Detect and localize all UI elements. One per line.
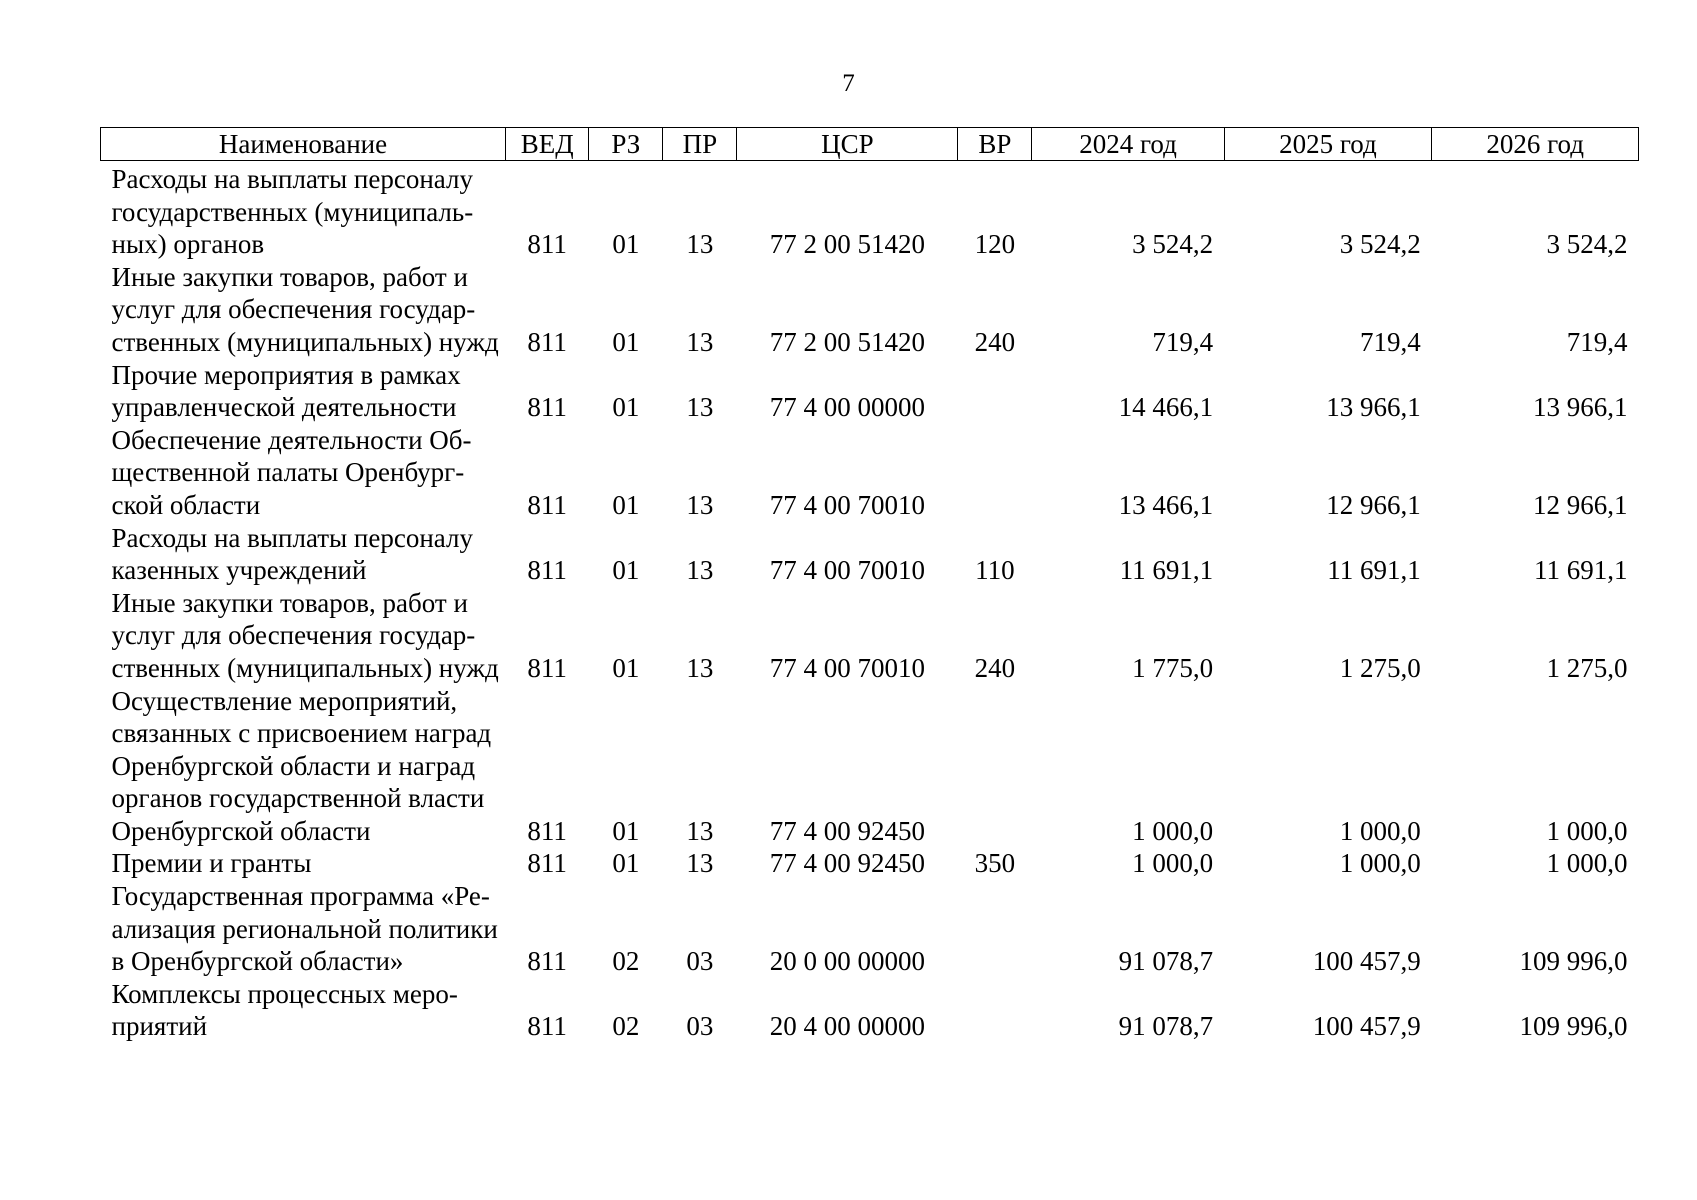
cell-vr [958, 359, 1032, 424]
cell-pr: 13 [686, 555, 714, 586]
cell-csr: 77 4 00 00000 [769, 392, 925, 423]
cell-2026: 11 691,1 [1534, 555, 1628, 586]
cell-csr: 77 4 00 70010 [769, 652, 925, 683]
header-pr: ПР [663, 128, 737, 161]
cell-csr: 77 4 00 92450 [769, 815, 925, 846]
cell-2026: 13 966,1 [1533, 392, 1628, 423]
cell-rz: 01 [612, 229, 640, 260]
cell-name: Государственная программа «Ре- ализация региональной политики в Оренбургской области» [111, 881, 498, 977]
cell-pr: 13 [686, 392, 714, 423]
table-row [101, 522, 1639, 587]
cell-csr: 77 2 00 51420 [769, 326, 925, 357]
header-2026: 2026 год [1432, 128, 1639, 161]
cell-2024: 13 466,1 [1118, 489, 1214, 520]
header-2025: 2025 год [1224, 128, 1432, 161]
cell-vr: 240 [974, 326, 1016, 357]
cell-rz: 02 [612, 1011, 640, 1042]
cell-2026: 109 996,0 [1519, 1011, 1628, 1042]
cell-csr: 77 4 00 70010 [769, 489, 925, 520]
cell-pr: 13 [686, 489, 714, 520]
cell-vr [958, 880, 1032, 978]
cell-2025: 719,4 [1360, 326, 1421, 357]
cell-name: Иные закупки товаров, работ и услуг для обеспечения государ- ственных (муниципальных) нужд [111, 587, 499, 683]
budget-table [100, 127, 1639, 1043]
cell-pr: 03 [686, 946, 714, 977]
cell-pr: 03 [686, 1011, 714, 1042]
cell-csr: 77 2 00 51420 [769, 229, 925, 260]
header-2024: 2024 год [1032, 128, 1224, 161]
cell-vr [958, 978, 1032, 1043]
cell-csr: 77 4 00 92450 [769, 848, 925, 879]
cell-name: Премии и гранты [111, 848, 312, 879]
cell-vr: 350 [974, 848, 1016, 879]
header-name: Наименование [101, 128, 506, 161]
cell-pr: 13 [686, 815, 714, 846]
cell-ved: 811 [527, 652, 567, 683]
cell-2025: 1 275,0 [1339, 652, 1421, 683]
cell-2026: 12 966,1 [1533, 489, 1628, 520]
cell-rz: 02 [612, 946, 640, 977]
cell-2024: 719,4 [1152, 326, 1214, 357]
cell-2026: 1 000,0 [1546, 848, 1628, 879]
cell-vr: 120 [974, 229, 1016, 260]
cell-2026: 3 524,2 [1546, 229, 1628, 260]
cell-rz: 01 [612, 555, 640, 586]
cell-name: Обеспечение деятельности Об- щественной палаты Оренбург- ской области [111, 424, 472, 520]
cell-2024: 1 775,0 [1132, 652, 1214, 683]
cell-ved: 811 [527, 1011, 567, 1042]
table-row [101, 587, 1639, 685]
cell-name: Комплексы процессных меро- приятий [111, 978, 458, 1042]
cell-2025: 100 457,9 [1312, 946, 1421, 977]
table-row [101, 847, 1639, 880]
cell-pr: 13 [686, 848, 714, 879]
cell-rz: 01 [612, 489, 640, 520]
table-row [101, 161, 1639, 261]
cell-ved: 811 [527, 326, 567, 357]
table-row [101, 880, 1639, 978]
cell-2025: 13 966,1 [1326, 392, 1421, 423]
cell-2024: 1 000,0 [1132, 848, 1214, 879]
cell-ved: 811 [527, 946, 567, 977]
cell-name: Осуществление мероприятий, связанных с присвоением наград Оренбургской области и наград органов государственной власти Оренбургской области [111, 685, 492, 846]
cell-rz: 01 [612, 392, 640, 423]
cell-rz: 01 [612, 815, 640, 846]
cell-vr: 110 [975, 555, 1015, 586]
cell-ved: 811 [527, 815, 567, 846]
cell-csr: 20 4 00 00000 [769, 1011, 925, 1042]
cell-ved: 811 [527, 229, 567, 260]
cell-ved: 811 [527, 392, 567, 423]
cell-2026: 1 275,0 [1546, 652, 1628, 683]
cell-2025: 1 000,0 [1339, 848, 1421, 879]
cell-name: Иные закупки товаров, работ и услуг для обеспечения государ- ственных (муниципальных) нужд [111, 261, 499, 357]
cell-2024: 11 691,1 [1119, 555, 1214, 586]
cell-2025: 1 000,0 [1339, 815, 1421, 846]
table-row [101, 359, 1639, 424]
cell-2025: 11 691,1 [1327, 555, 1421, 586]
header-rz: РЗ [589, 128, 663, 161]
cell-2024: 14 466,1 [1118, 392, 1214, 423]
cell-csr: 77 4 00 70010 [769, 555, 925, 586]
header-row [101, 128, 1639, 161]
cell-2025: 100 457,9 [1312, 1011, 1421, 1042]
cell-pr: 13 [686, 229, 714, 260]
cell-rz: 01 [612, 652, 640, 683]
cell-ved: 811 [527, 555, 567, 586]
cell-vr [958, 685, 1032, 848]
cell-pr: 13 [686, 326, 714, 357]
cell-csr: 20 0 00 00000 [769, 946, 925, 977]
cell-vr [958, 424, 1032, 522]
cell-2024: 1 000,0 [1132, 815, 1214, 846]
cell-vr: 240 [974, 652, 1016, 683]
cell-2024: 91 078,7 [1118, 946, 1214, 977]
cell-rz: 01 [612, 848, 640, 879]
header-vr: ВР [958, 128, 1032, 161]
table-header [101, 128, 1639, 161]
page-number: 7 [842, 70, 855, 97]
cell-ved: 811 [527, 848, 567, 879]
cell-2026: 109 996,0 [1519, 946, 1628, 977]
cell-2024: 3 524,2 [1132, 229, 1214, 260]
cell-name: Расходы на выплаты персоналу государственных (муниципаль- ных) органов [111, 164, 474, 260]
cell-2025: 12 966,1 [1326, 489, 1421, 520]
cell-2024: 91 078,7 [1118, 1011, 1214, 1042]
table-row [101, 685, 1639, 848]
cell-name: Прочие мероприятия в рамках управленческой деятельности [111, 359, 461, 423]
table-body [101, 161, 1639, 1044]
table-row [101, 978, 1639, 1043]
header-csr: ЦСР [737, 128, 958, 161]
cell-ved: 811 [527, 489, 567, 520]
cell-rz: 01 [612, 326, 640, 357]
table-row [101, 424, 1639, 522]
table-row [101, 261, 1639, 359]
cell-pr: 13 [686, 652, 714, 683]
header-ved: ВЕД [506, 128, 589, 161]
cell-name: Расходы на выплаты персоналу казенных учреждений [111, 522, 473, 586]
cell-2026: 719,4 [1566, 326, 1628, 357]
cell-2025: 3 524,2 [1339, 229, 1421, 260]
cell-2026: 1 000,0 [1546, 815, 1628, 846]
